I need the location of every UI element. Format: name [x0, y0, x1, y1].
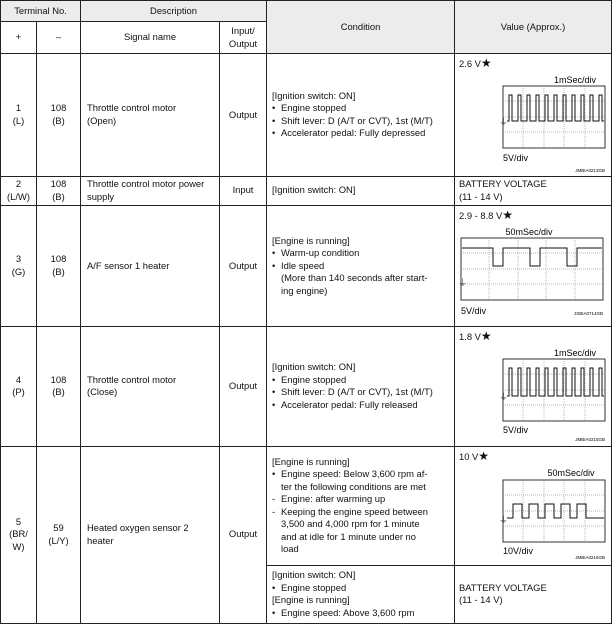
table-row [1, 205, 612, 327]
condition-line: [Engine is running] [272, 234, 350, 246]
minus-terminal: 108 (B) [37, 176, 81, 205]
oscilloscope-waveform [459, 344, 609, 446]
header-description: Description [81, 1, 267, 22]
condition-line: • Idle speed [272, 260, 451, 273]
condition-cell [267, 176, 455, 205]
condition-line: • Accelerator pedal: Fully depressed [272, 127, 451, 140]
header-input-output: Input/ Output [220, 22, 267, 54]
plus-terminal: 4 (P) [1, 327, 37, 447]
condition-line: load [281, 543, 299, 554]
condition-line: and at idle for 1 minute under no [281, 530, 416, 542]
volt-div-label: 5V/div [503, 424, 529, 435]
header-plus: + [1, 22, 37, 54]
value-cell [455, 54, 612, 177]
value-cell [455, 327, 612, 447]
condition-line: [Ignition switch: ON] [272, 89, 356, 101]
io-type: Output [220, 205, 267, 327]
condition-line: - Keeping the engine speed between [272, 506, 451, 519]
io-type: Output [220, 54, 267, 177]
condition-cell [267, 446, 455, 565]
star-icon: ★ [480, 329, 492, 343]
volt-div-label: 5V/div [461, 306, 487, 316]
svg-text:⏚: ⏚ [499, 117, 509, 128]
header-signal-name: Signal name [81, 22, 220, 54]
value-text: 2.6 V [459, 58, 481, 69]
figure-code: JSBIA0714GB [573, 311, 603, 316]
value-text: 1.8 V [459, 331, 481, 342]
minus-terminal: 59 (L/Y) [37, 446, 81, 623]
condition-line: (More than 140 seconds after start- [281, 272, 428, 283]
signal-name: Throttle control motor (Close) [81, 327, 220, 447]
header-minus: – [37, 22, 81, 54]
condition-cell [267, 565, 455, 623]
table-row [1, 327, 612, 447]
figure-code: JMBIA0216GB [575, 555, 605, 560]
time-div-label: 50mSec/div [505, 227, 553, 237]
svg-text:⏚: ⏚ [458, 279, 468, 289]
condition-line: [Ignition switch: ON] [272, 361, 356, 373]
value-text: 2.9 - 8.8 V [459, 209, 503, 221]
condition-line: [Ignition switch: ON] [272, 569, 356, 580]
condition-line: • Shift lever: D (A/T or CVT), 1st (M/T) [272, 115, 451, 128]
condition-line: ing engine) [281, 284, 328, 296]
table-row [1, 446, 612, 565]
oscilloscope-waveform [459, 463, 609, 563]
figure-code: JMBIA0213GB [575, 167, 605, 173]
minus-terminal: 108 (B) [37, 54, 81, 177]
condition-line: • Engine speed: Below 3,600 rpm af- [272, 468, 451, 481]
condition-cell [267, 327, 455, 447]
time-div-label: 1mSec/div [553, 74, 597, 85]
volt-div-label: 5V/div [503, 152, 529, 163]
io-type: Output [220, 446, 267, 623]
svg-text:⏚: ⏚ [499, 516, 509, 526]
condition-line: [Ignition switch: ON] [272, 184, 356, 196]
time-div-label: 1mSec/div [553, 347, 597, 358]
header-condition: Condition [267, 1, 455, 54]
value-cell [455, 205, 612, 327]
condition-line: - Engine: after warming up [272, 493, 451, 506]
plus-terminal: 1 (L) [1, 54, 37, 177]
plus-terminal: 3 (G) [1, 205, 37, 327]
condition-line: [Engine is running] [272, 455, 350, 467]
condition-line: • Accelerator pedal: Fully released [272, 399, 451, 412]
minus-terminal: 108 (B) [37, 205, 81, 327]
condition-line: ter the following conditions are met [281, 480, 426, 492]
header-value: Value (Approx.) [455, 1, 612, 54]
signal-name: Heated oxygen sensor 2 heater [81, 446, 220, 623]
signal-name: Throttle control motor (Open) [81, 54, 220, 177]
condition-cell [267, 205, 455, 327]
value-cell: BATTERY VOLTAGE (11 - 14 V) [455, 565, 612, 623]
value-cell [455, 446, 612, 565]
condition-line: • Engine stopped [272, 374, 451, 387]
condition-line: [Engine is running] [272, 594, 350, 605]
minus-terminal: 108 (B) [37, 327, 81, 447]
svg-text:⏚: ⏚ [499, 392, 509, 403]
oscilloscope-waveform [459, 222, 609, 326]
condition-line: • Warm-up condition [272, 247, 451, 260]
signal-name: A/F sensor 1 heater [81, 205, 220, 327]
volt-div-label: 10V/div [503, 546, 534, 556]
condition-line: 3,500 and 4,000 rpm for 1 minute [281, 518, 420, 529]
io-type: Input [220, 176, 267, 205]
star-icon: ★ [502, 207, 514, 222]
condition-line: • Engine stopped [272, 582, 451, 595]
header-terminal-no: Terminal No. [1, 1, 81, 22]
star-icon: ★ [478, 448, 490, 463]
plus-terminal: 2 (L/W) [1, 176, 37, 205]
condition-line: • Engine stopped [272, 102, 451, 115]
table-row [1, 54, 612, 177]
time-div-label: 50mSec/div [547, 468, 595, 478]
figure-code: JMBIA0215GB [575, 436, 605, 442]
table-row [1, 176, 612, 205]
value-text: 10 V [459, 450, 479, 462]
condition-cell [267, 54, 455, 177]
oscilloscope-waveform [459, 71, 609, 176]
condition-line: • Shift lever: D (A/T or CVT), 1st (M/T) [272, 386, 451, 399]
signal-name: Throttle control motor power supply [81, 176, 220, 205]
value-cell: BATTERY VOLTAGE (11 - 14 V) [455, 176, 612, 205]
plus-terminal: 5 (BR/ W) [1, 446, 37, 623]
star-icon: ★ [480, 56, 492, 70]
io-type: Output [220, 327, 267, 447]
condition-line: • Engine speed: Above 3,600 rpm [272, 607, 451, 620]
